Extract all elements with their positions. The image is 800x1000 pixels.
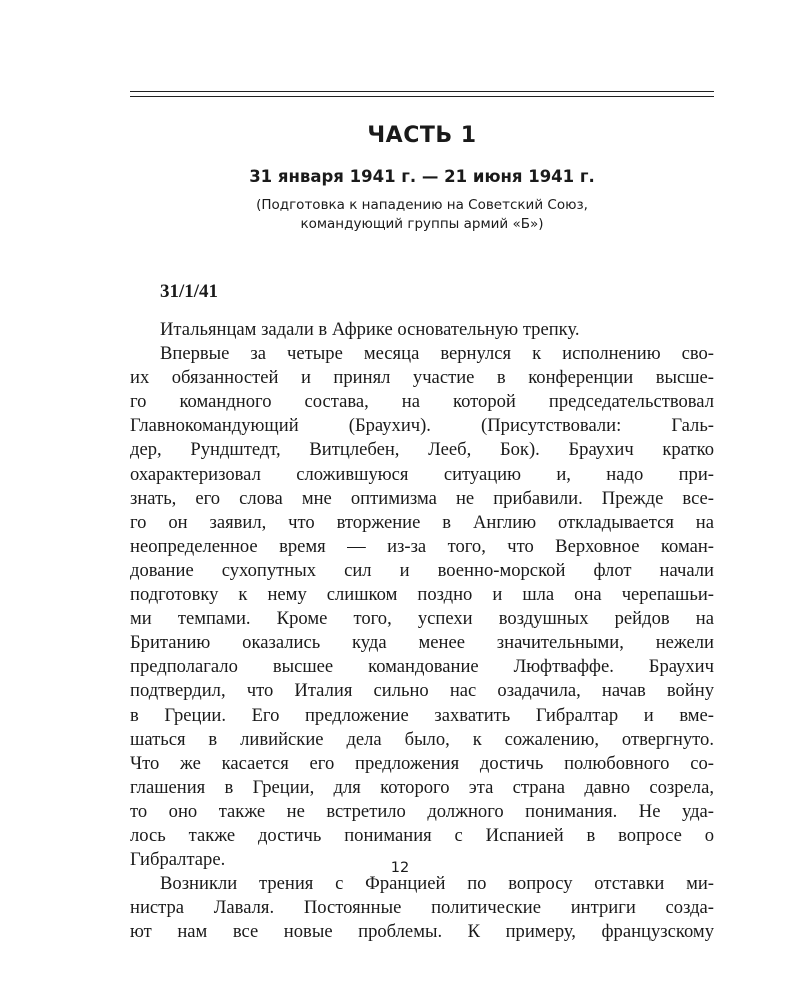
rule-line [130, 91, 714, 92]
part-title: ЧАСТЬ 1 [367, 123, 477, 148]
text-line: охарактеризовал сложившуюся ситуацию и, надо при- [130, 463, 714, 485]
text-line: нистра Лаваля. Постоянные политические интриги созда- [130, 897, 714, 919]
subtitle-line: (Подготовка к нападению на Советский Союз, [256, 197, 588, 213]
subtitle-line: командующий группы армий «Б») [300, 216, 544, 232]
text-line: подтвердил, что Италия сильно нас озадачила, начав войну [130, 680, 714, 702]
text-line: Итальянцам задали в Африке основательную трепку. [160, 319, 580, 340]
text-line: знать, его слова мне оптимизма не прибавили. Прежде все- [130, 487, 714, 509]
text-line: ми темпами. Кроме того, успехи воздушных рейдов на [130, 608, 714, 630]
diary-entry-body [130, 318, 714, 944]
text-line: дер, Рундштедт, Витцлебен, Лееб, Бок). Браухич кратко [130, 439, 714, 461]
part-subtitle [130, 196, 714, 234]
text-line: дование сухопутных сил и военно-морской флот начали [130, 559, 714, 581]
text-line: го командного состава, на которой председательствовал [130, 391, 714, 413]
text-line: лось также достичь понимания с Испанией в вопросе о [130, 824, 714, 846]
diary-entry-date: 31/1/41 [160, 281, 219, 302]
text-line: Главнокомандующий (Браухич). (Присутствовали: Галь- [130, 415, 714, 437]
text-line: то оно также не встретило должного понимания. Не уда- [130, 800, 714, 822]
text-line: Возникли трения с Францией по вопросу отставки ми- [160, 873, 714, 895]
text-line: в Греции. Его предложение захватить Гибралтар и вме- [130, 704, 714, 726]
date-range: 31 января 1941 г. — 21 июня 1941 г. [249, 167, 595, 186]
text-line: подготовку к нему слишком поздно и шла она черепашьи- [130, 584, 714, 606]
text-line: неопределенное время — из-за того, что Верховное коман- [130, 535, 714, 557]
text-line: Впервые за четыре месяца вернулся к исполнению сво- [160, 343, 714, 365]
text-line: Гибралтаре. [130, 849, 226, 871]
rule-line [130, 96, 714, 97]
text-line: глашения в Греции, для которого эта страна давно созрела, [130, 776, 714, 798]
header-double-rule [130, 86, 714, 98]
page-number: 12 [390, 860, 410, 876]
text-line: ют нам все новые проблемы. К примеру, французскому [130, 921, 714, 943]
text-line: Британию оказались куда менее значительными, нежели [130, 632, 714, 654]
text-line: го он заявил, что вторжение в Англию откладывается на [130, 511, 714, 533]
text-line: предполагало высшее командование Люфтваффе. Браухич [130, 656, 714, 678]
text-line: шаться в ливийские дела было, к сожалению, отвергнуто. [130, 728, 714, 750]
text-line: их обязанностей и принял участие в конференции высше- [130, 367, 714, 389]
text-line: Что же касается его предложения достичь полюбовного со- [130, 752, 714, 774]
document-page [130, 86, 714, 944]
